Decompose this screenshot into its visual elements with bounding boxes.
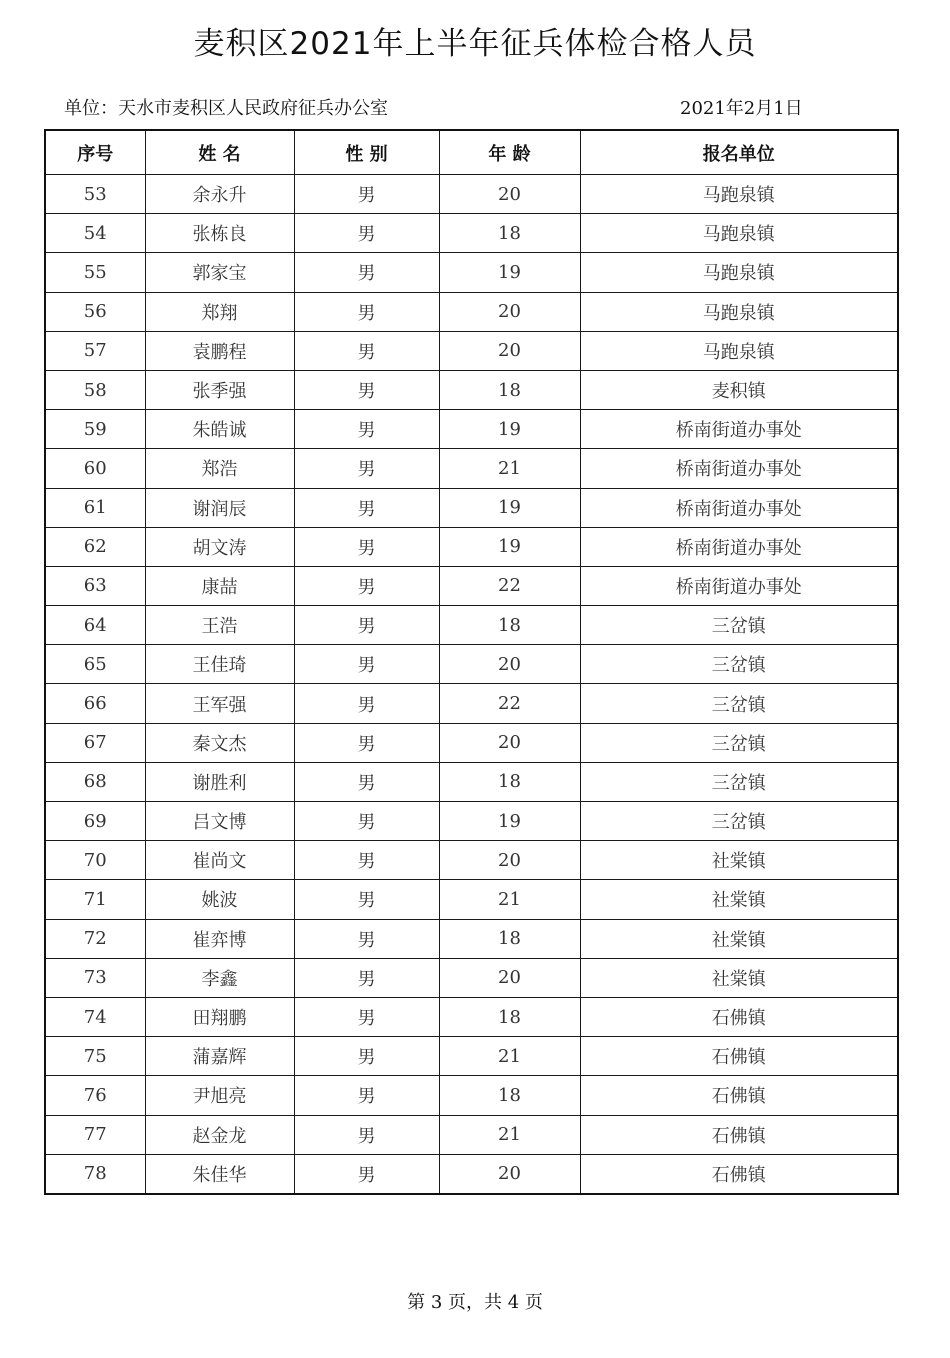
cell-age: 20 — [439, 331, 580, 370]
cell-unit: 马跑泉镇 — [580, 214, 898, 253]
cell-age: 19 — [439, 488, 580, 527]
cell-gender: 男 — [294, 997, 439, 1036]
table-row — [45, 566, 898, 605]
cell-unit: 桥南街道办事处 — [580, 488, 898, 527]
cell-age: 20 — [439, 723, 580, 762]
table-row — [45, 1076, 898, 1115]
cell-name: 郭家宝 — [145, 253, 294, 292]
cell-unit: 桥南街道办事处 — [580, 449, 898, 488]
cell-gender: 男 — [294, 370, 439, 409]
cell-gender: 男 — [294, 841, 439, 880]
cell-gender: 男 — [294, 919, 439, 958]
cell-unit: 三岔镇 — [580, 684, 898, 723]
cell-age: 18 — [439, 606, 580, 645]
page-title: 麦积区2021年上半年征兵体检合格人员 — [193, 26, 757, 62]
cell-name: 朱皓诚 — [145, 410, 294, 449]
cell-unit: 桥南街道办事处 — [580, 410, 898, 449]
table-row — [45, 723, 898, 762]
header-name: 姓 名 — [145, 130, 294, 175]
cell-serial: 53 — [45, 175, 145, 214]
cell-name: 王浩 — [145, 606, 294, 645]
cell-unit: 社棠镇 — [580, 880, 898, 919]
table-row — [45, 449, 898, 488]
cell-age: 21 — [439, 1115, 580, 1154]
cell-age: 20 — [439, 1154, 580, 1194]
cell-gender: 男 — [294, 214, 439, 253]
cell-serial: 58 — [45, 370, 145, 409]
cell-age: 21 — [439, 449, 580, 488]
cell-gender: 男 — [294, 488, 439, 527]
cell-gender: 男 — [294, 1115, 439, 1154]
cell-serial: 57 — [45, 331, 145, 370]
cell-gender: 男 — [294, 606, 439, 645]
cell-serial: 72 — [45, 919, 145, 958]
cell-unit: 马跑泉镇 — [580, 292, 898, 331]
table-row — [45, 292, 898, 331]
cell-age: 20 — [439, 958, 580, 997]
header-age: 年 龄 — [439, 130, 580, 175]
cell-gender: 男 — [294, 253, 439, 292]
cell-name: 秦文杰 — [145, 723, 294, 762]
cell-unit: 石佛镇 — [580, 1154, 898, 1194]
cell-name: 尹旭亮 — [145, 1076, 294, 1115]
cell-age: 20 — [439, 175, 580, 214]
cell-name: 王军强 — [145, 684, 294, 723]
cell-serial: 76 — [45, 1076, 145, 1115]
cell-serial: 62 — [45, 527, 145, 566]
cell-gender: 男 — [294, 292, 439, 331]
cell-serial: 71 — [45, 880, 145, 919]
cell-age: 20 — [439, 292, 580, 331]
cell-serial: 78 — [45, 1154, 145, 1194]
cell-gender: 男 — [294, 684, 439, 723]
cell-name: 胡文涛 — [145, 527, 294, 566]
cell-name: 康喆 — [145, 566, 294, 605]
cell-age: 18 — [439, 762, 580, 801]
cell-age: 20 — [439, 645, 580, 684]
cell-unit: 马跑泉镇 — [580, 331, 898, 370]
cell-name: 姚波 — [145, 880, 294, 919]
cell-gender: 男 — [294, 880, 439, 919]
cell-gender: 男 — [294, 1037, 439, 1076]
cell-name: 吕文博 — [145, 802, 294, 841]
cell-name: 谢润辰 — [145, 488, 294, 527]
cell-unit: 桥南街道办事处 — [580, 566, 898, 605]
cell-unit: 石佛镇 — [580, 1076, 898, 1115]
cell-name: 赵金龙 — [145, 1115, 294, 1154]
cell-serial: 69 — [45, 802, 145, 841]
cell-age: 22 — [439, 566, 580, 605]
cell-age: 18 — [439, 997, 580, 1036]
cell-name: 张栋良 — [145, 214, 294, 253]
cell-name: 蒲嘉辉 — [145, 1037, 294, 1076]
table-row — [45, 331, 898, 370]
cell-name: 袁鹏程 — [145, 331, 294, 370]
cell-age: 19 — [439, 410, 580, 449]
cell-serial: 56 — [45, 292, 145, 331]
cell-age: 18 — [439, 214, 580, 253]
cell-unit: 三岔镇 — [580, 606, 898, 645]
cell-gender: 男 — [294, 645, 439, 684]
unit-label: 单位：天水市麦积区人民政府征兵办公室 — [64, 98, 388, 119]
table-row — [45, 253, 898, 292]
cell-unit: 三岔镇 — [580, 802, 898, 841]
cell-age: 18 — [439, 370, 580, 409]
cell-gender: 男 — [294, 331, 439, 370]
cell-name: 王佳琦 — [145, 645, 294, 684]
table-row — [45, 1037, 898, 1076]
cell-age: 19 — [439, 802, 580, 841]
date-label: 2021年2月1日 — [680, 98, 803, 119]
cell-name: 李鑫 — [145, 958, 294, 997]
cell-unit: 社棠镇 — [580, 958, 898, 997]
cell-age: 21 — [439, 1037, 580, 1076]
cell-gender: 男 — [294, 1154, 439, 1194]
cell-serial: 73 — [45, 958, 145, 997]
cell-serial: 59 — [45, 410, 145, 449]
cell-unit: 石佛镇 — [580, 997, 898, 1036]
cell-name: 朱佳华 — [145, 1154, 294, 1194]
header-gender: 性 别 — [294, 130, 439, 175]
cell-gender: 男 — [294, 449, 439, 488]
header-unit: 报名单位 — [580, 130, 898, 175]
cell-unit: 马跑泉镇 — [580, 253, 898, 292]
roster-table — [44, 129, 899, 1195]
table-row — [45, 997, 898, 1036]
cell-age: 18 — [439, 919, 580, 958]
cell-serial: 63 — [45, 566, 145, 605]
cell-gender: 男 — [294, 958, 439, 997]
cell-age: 20 — [439, 841, 580, 880]
cell-unit: 马跑泉镇 — [580, 175, 898, 214]
cell-serial: 61 — [45, 488, 145, 527]
cell-unit: 社棠镇 — [580, 919, 898, 958]
cell-age: 21 — [439, 880, 580, 919]
table-row — [45, 175, 898, 214]
cell-gender: 男 — [294, 527, 439, 566]
table-row — [45, 684, 898, 723]
cell-gender: 男 — [294, 175, 439, 214]
table-header-row — [45, 130, 898, 175]
cell-unit: 麦积镇 — [580, 370, 898, 409]
table-row — [45, 606, 898, 645]
table-row — [45, 880, 898, 919]
cell-gender: 男 — [294, 762, 439, 801]
cell-age: 19 — [439, 253, 580, 292]
table-row — [45, 841, 898, 880]
cell-name: 田翔鹏 — [145, 997, 294, 1036]
table-row — [45, 527, 898, 566]
table-row — [45, 919, 898, 958]
cell-name: 余永升 — [145, 175, 294, 214]
cell-gender: 男 — [294, 723, 439, 762]
cell-name: 崔尚文 — [145, 841, 294, 880]
table-row — [45, 762, 898, 801]
cell-age: 22 — [439, 684, 580, 723]
cell-serial: 65 — [45, 645, 145, 684]
cell-gender: 男 — [294, 1076, 439, 1115]
cell-serial: 75 — [45, 1037, 145, 1076]
table-row — [45, 802, 898, 841]
table-row — [45, 958, 898, 997]
cell-name: 张季强 — [145, 370, 294, 409]
cell-unit: 桥南街道办事处 — [580, 527, 898, 566]
cell-name: 郑翔 — [145, 292, 294, 331]
table-row — [45, 1115, 898, 1154]
cell-unit: 社棠镇 — [580, 841, 898, 880]
table-row — [45, 410, 898, 449]
cell-serial: 55 — [45, 253, 145, 292]
cell-unit: 石佛镇 — [580, 1115, 898, 1154]
table-row — [45, 488, 898, 527]
cell-unit: 石佛镇 — [580, 1037, 898, 1076]
table-row — [45, 214, 898, 253]
table-row — [45, 370, 898, 409]
cell-name: 谢胜利 — [145, 762, 294, 801]
cell-gender: 男 — [294, 566, 439, 605]
page-footer: 第 3 页，共 4 页 — [407, 1292, 543, 1313]
cell-gender: 男 — [294, 410, 439, 449]
cell-serial: 60 — [45, 449, 145, 488]
cell-serial: 77 — [45, 1115, 145, 1154]
cell-age: 18 — [439, 1076, 580, 1115]
cell-serial: 54 — [45, 214, 145, 253]
cell-serial: 70 — [45, 841, 145, 880]
header-serial: 序号 — [45, 130, 145, 175]
table-row — [45, 645, 898, 684]
cell-serial: 66 — [45, 684, 145, 723]
cell-unit: 三岔镇 — [580, 645, 898, 684]
cell-unit: 三岔镇 — [580, 762, 898, 801]
cell-age: 19 — [439, 527, 580, 566]
cell-unit: 三岔镇 — [580, 723, 898, 762]
cell-serial: 74 — [45, 997, 145, 1036]
cell-serial: 67 — [45, 723, 145, 762]
table-row — [45, 1154, 898, 1194]
cell-serial: 68 — [45, 762, 145, 801]
cell-name: 崔弈博 — [145, 919, 294, 958]
table-body — [45, 175, 898, 1194]
cell-name: 郑浩 — [145, 449, 294, 488]
cell-gender: 男 — [294, 802, 439, 841]
cell-serial: 64 — [45, 606, 145, 645]
